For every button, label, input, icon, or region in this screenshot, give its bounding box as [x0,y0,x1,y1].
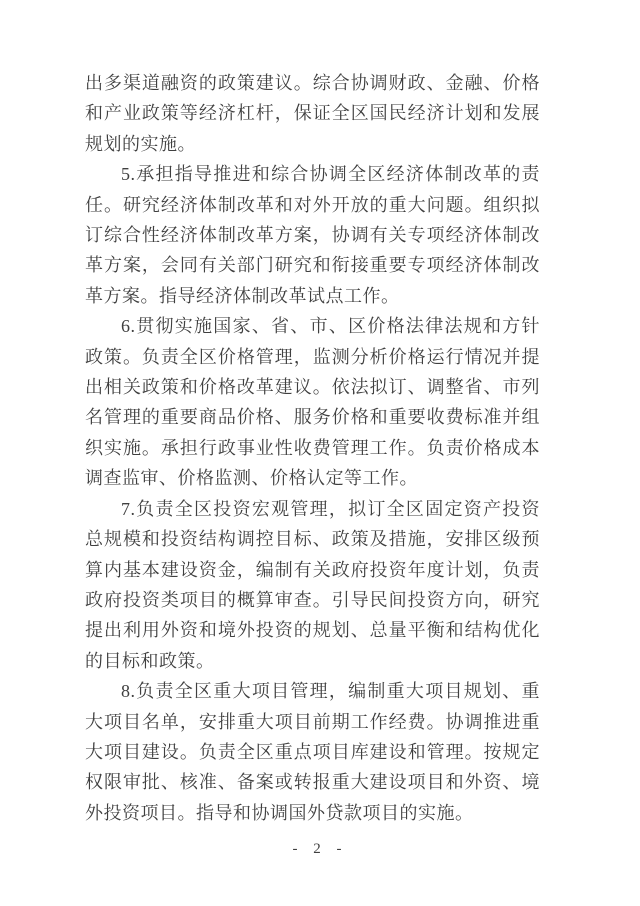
paragraph-item-8: 8.负责全区重大项目管理，编制重大项目规划、重大项目名单，安排重大项目前期工作经费。协调推进重大项目建设。负责全区重点项目库建设和管理。按规定权限审批、核准、备案或转报重大建设项目和外资、境外投资项目。指导和协调国外贷款项目的实施。 [85,681,540,823]
page-number: - 2 - [292,841,348,857]
paragraph-item-7: 7.负责全区投资宏观管理，拟订全区固定资产投资总规模和投资结构调控目标、政策及措施，安排区级预算内基本建设资金，编制有关政府投资年度计划，负责政府投资类项目的概算审查。引导民间投资方向，研究提出利用外资和境外投资的规划、总量平衡和结构优化的目标和政策。 [85,498,540,671]
document-body [85,68,540,828]
paragraph-item-5: 5.承担指导推进和综合协调全区经济体制改革的责任。研究经济体制改革和对外开放的重大问题。组织拟订综合性经济体制改革方案，协调有关专项经济体制改革方案，会同有关部门研究和衔接重要专项经济体制改革方案。指导经济体制改革试点工作。 [85,164,540,306]
paragraph-item-6: 6.贯彻实施国家、省、市、区价格法律法规和方针政策。负责全区价格管理，监测分析价格运行情况并提出相关政策和价格改革建议。依法拟订、调整省、市列名管理的重要商品价格、服务价格和重要收费标准并组织实施。承担行政事业性收费管理工作。负责价格成本调查监审、价格监测、价格认定等工作。 [85,316,540,489]
paragraph-continuation: 出多渠道融资的政策建议。综合协调财政、金融、价格和产业政策等经济杠杆，保证全区国民经济计划和发展规划的实施。 [85,73,540,154]
